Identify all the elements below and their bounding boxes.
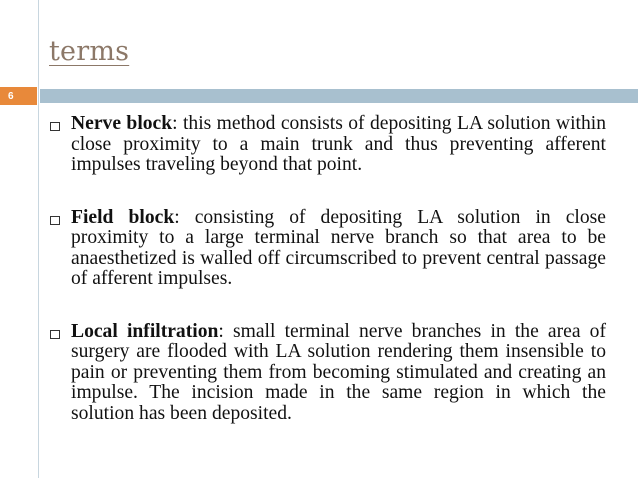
list-item-text [71,322,606,425]
term-label: Local infiltration [71,320,219,342]
term-definition: : this method consists of depositing LA solution within close proximity to a main trunk and thus preventing afferent impulses traveling beyond that point. [71,113,606,175]
list-item [50,114,606,176]
square-bullet-icon [50,330,60,339]
square-bullet-icon [50,122,60,131]
list-item-text [71,208,606,290]
term-label: Nerve block [71,113,173,134]
square-bullet-icon [50,216,60,225]
left-guide-line [38,0,39,478]
slide-number: 6 [8,90,14,102]
list-item-text [71,114,606,176]
slide-title: terms [49,36,130,67]
term-definition: : consisting of depositing LA solution in close proximity to a large terminal nerve branch so that area to be anaesthetized is walled off circumscribed to prevent central passage of afferent impulses. [71,206,606,289]
term-label: Field block [71,206,175,228]
header-rule [40,89,638,103]
list-item [50,322,606,425]
list-item [50,208,606,290]
slide-number-badge [0,87,37,105]
bullet-list [50,114,606,456]
term-definition: : small terminal nerve branches in the area of surgery are flooded with LA solution rendering them insensible to pain or preventing them from becoming stimulated and creating an impulse. The incision made in the same region in which the solution has been deposited. [71,320,606,424]
